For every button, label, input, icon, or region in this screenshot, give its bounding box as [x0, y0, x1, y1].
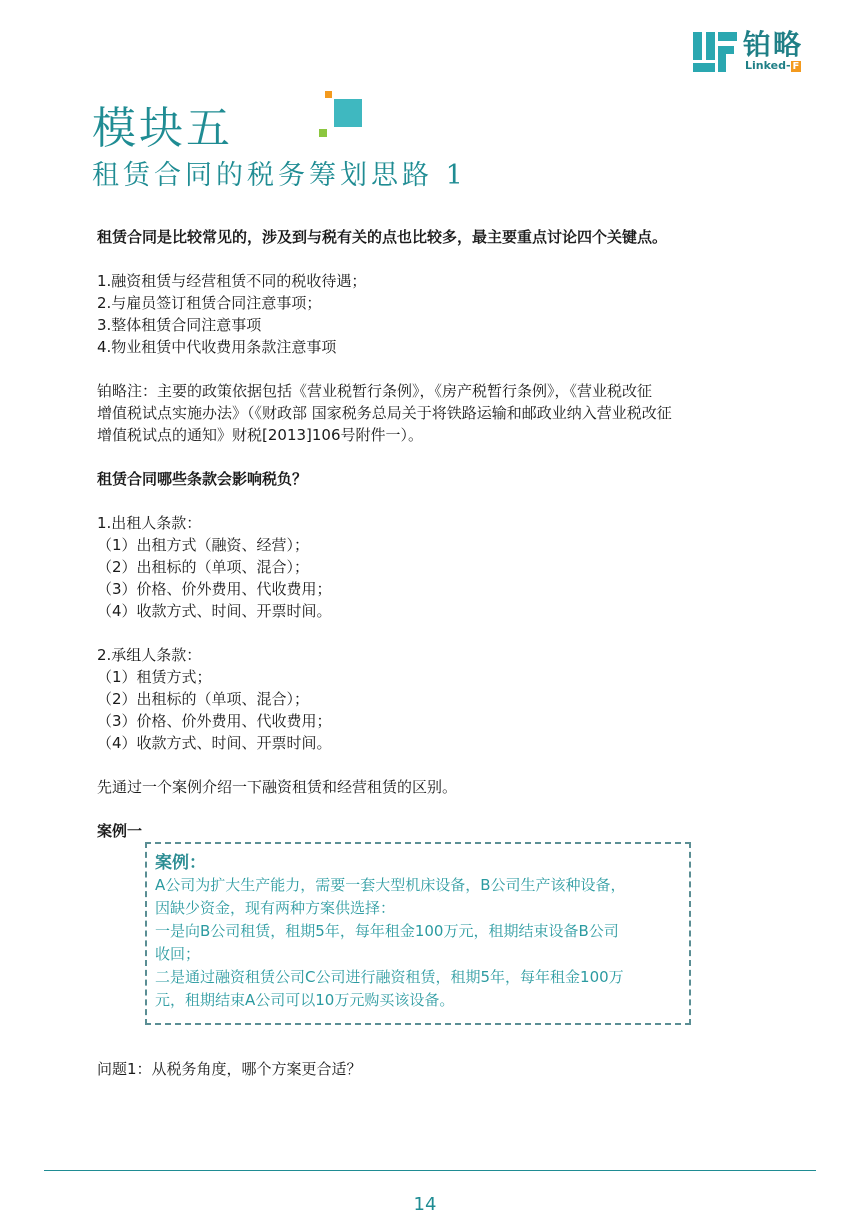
key-point-4: 4.物业租赁中代收费用条款注意事项	[97, 338, 337, 356]
lessee-title: 2.承组人条款：	[97, 646, 202, 664]
policy-note-line-3: 增值税试点的通知》财税[2013]106号附件一）。	[97, 426, 424, 444]
question-1: 问题1：从税务角度，哪个方案更合适？	[97, 1060, 362, 1078]
page-title: 模块五	[92, 103, 233, 154]
policy-note-line-2: 增值税试点实施办法》（《财政部 国家税务总局关于将铁路运输和邮政业纳入营业税改征	[97, 404, 672, 422]
question-heading: 租赁合同哪些条款会影响税负？	[97, 470, 308, 488]
case-line-6: 元，租期结束A公司可以10万元购买该设备。	[155, 991, 455, 1009]
key-point-2: 2.与雇员签订租赁合同注意事项；	[97, 294, 322, 312]
decorative-square-orange	[325, 91, 332, 98]
case-line-4: 收回；	[155, 945, 201, 963]
page-number: 14	[413, 1194, 437, 1215]
case-heading: 案例一	[97, 822, 143, 840]
lessor-item-4: （4）收款方式、时间、开票时间。	[97, 602, 332, 620]
lessee-item-4: （4）收款方式、时间、开票时间。	[97, 734, 332, 752]
decorative-square-green	[319, 129, 327, 137]
brand-name-cn: 铂略	[743, 28, 804, 61]
policy-note-line-1: 铂略注：主要的政策依据包括《营业税暂行条例》，《房产税暂行条例》，《营业税改征	[97, 382, 653, 400]
case-line-3: 一是向B公司租赁，租期5年，每年租金100万元，租期结束设备B公司	[155, 922, 619, 940]
page-subtitle: 租赁合同的税务筹划思路 1	[92, 160, 467, 191]
lessor-item-3: （3）价格、价外费用、代收费用；	[97, 580, 332, 598]
lessor-title: 1.出租人条款：	[97, 514, 202, 532]
brand-name-en	[745, 60, 801, 72]
main-content	[97, 226, 797, 842]
brand-logo	[693, 30, 813, 74]
lessee-item-3: （3）价格、价外费用、代收费用；	[97, 712, 332, 730]
key-point-3: 3.整体租赁合同注意事项	[97, 316, 262, 334]
linked-f-logo-icon	[693, 32, 737, 72]
transition-text: 先通过一个案例介绍一下融资租赁和经营租赁的区别。	[97, 778, 458, 796]
brand-name-en-tag: F	[792, 61, 800, 72]
intro-text: 租赁合同是比较常见的，涉及到与税有关的点也比较多，最主要重点讨论四个关键点。	[97, 228, 668, 246]
lessee-item-1: （1）租赁方式；	[97, 668, 212, 686]
decorative-square-teal	[334, 99, 362, 127]
case-line-2: 因缺少资金，现有两种方案供选择：	[155, 899, 396, 917]
case-box	[145, 842, 691, 1025]
lessee-item-2: （2）出租标的（单项、混合）；	[97, 690, 310, 708]
lessor-item-1: （1）出租方式（融资、经营）；	[97, 536, 310, 554]
key-point-1: 1.融资租赁与经营租赁不同的税收待遇；	[97, 272, 367, 290]
case-line-5: 二是通过融资租赁公司C公司进行融资租赁，租期5年，每年租金100万	[155, 968, 624, 986]
case-box-title: 案例：	[155, 853, 206, 873]
footer-divider	[44, 1170, 816, 1171]
brand-name-en-text: Linked-	[745, 59, 791, 72]
case-line-1: A公司为扩大生产能力，需要一套大型机床设备，B公司生产该种设备，	[155, 876, 626, 894]
lessor-item-2: （2）出租标的（单项、混合）；	[97, 558, 310, 576]
